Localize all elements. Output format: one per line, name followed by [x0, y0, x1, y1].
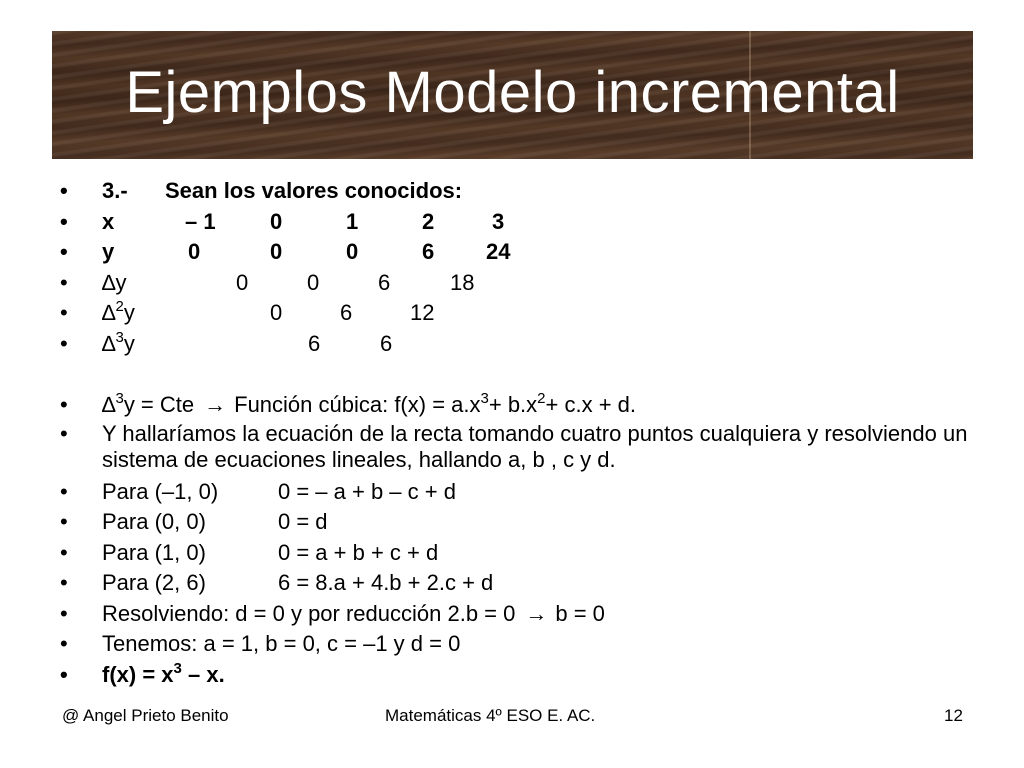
bullet-result	[60, 660, 980, 691]
bullet-x-row	[60, 207, 980, 238]
delta1-value: 0	[236, 269, 249, 295]
x-value: – 1	[185, 208, 216, 234]
bullet-resolving: • Resolviendo: d = 0 y por reducción 2.b = 0 → b = 0	[60, 599, 980, 630]
bullet-icon: •	[60, 509, 68, 534]
y-value: 0	[346, 239, 359, 264]
para-equation: 0 = a + b + c + d	[278, 539, 439, 565]
y-label: y	[102, 239, 115, 264]
para-point: Para (2, 6)	[102, 570, 206, 595]
bullet-list	[60, 176, 980, 690]
delta1-label: ∆y	[102, 269, 127, 295]
bullet-icon: •	[60, 600, 68, 626]
delta3-label: ∆$^3$y	[102, 328, 135, 356]
bullet-para3	[60, 538, 980, 569]
bullet-intro	[60, 176, 980, 207]
explain-text: Y hallaríamos la ecuación de la recta tomando cuatro puntos cualquiera y resolviendo un sistema de ecuaciones lineales, hallando a, b , c y d.	[102, 420, 968, 472]
delta2-label: ∆$^2$y	[102, 298, 135, 325]
delta-icon: ∆	[102, 269, 116, 295]
intro-text: Sean los valores conocidos:	[165, 178, 463, 203]
delta2-value: 0	[270, 300, 283, 325]
bullet-delta3-row	[60, 329, 980, 360]
bullet-icon: •	[60, 300, 68, 325]
footer-author: @ Angel Prieto Benito	[62, 706, 229, 725]
tenemos-text: Tenemos: a = 1, b = 0, c = –1 y d = 0	[102, 631, 461, 656]
para-equation: 0 = d	[278, 509, 328, 534]
para-point: Para (1, 0)	[102, 539, 206, 565]
y-value: 0	[270, 239, 283, 264]
bullet-delta2-row	[60, 298, 980, 329]
bullet-para4	[60, 568, 980, 599]
footer-page-number: 12	[944, 706, 963, 725]
x-label: x	[102, 208, 115, 234]
bullet-para1	[60, 477, 980, 508]
slide-title: Ejemplos Modelo incremental	[125, 60, 900, 125]
bullet-icon: •	[60, 478, 68, 504]
delta1-value: 6	[378, 269, 391, 295]
delta-icon: ∆	[102, 392, 116, 417]
y-value: 6	[422, 239, 435, 264]
y-value: 24	[486, 239, 511, 264]
delta-icon: ∆	[102, 330, 116, 356]
para-point: Para (–1, 0)	[102, 478, 219, 504]
para-point: Para (0, 0)	[102, 509, 206, 534]
bullet-icon: •	[60, 539, 68, 565]
delta-icon: ∆	[102, 300, 116, 325]
x-value: 2	[422, 208, 435, 234]
bullet-icon: •	[60, 392, 68, 417]
footer-course: Matemáticas 4º ESO E. AC.	[385, 706, 596, 725]
result-formula: $f(x) = x^3 - x$.	[102, 659, 225, 687]
bullet-icon: •	[60, 269, 68, 295]
para-equation: 0 = – a + b – c + d	[278, 478, 456, 504]
intro-number: 3.-	[102, 178, 128, 203]
x-value: 3	[492, 208, 505, 234]
delta2-value: 6	[340, 300, 353, 325]
delta3-value: 6	[308, 330, 321, 356]
para-equation: 6 = 8.a + 4.b + 2.c + d	[278, 570, 494, 595]
x-value: 0	[270, 208, 283, 234]
bullet-icon: •	[60, 239, 68, 264]
delta1-value: 18	[450, 269, 475, 295]
title-banner	[52, 31, 973, 159]
bullet-cubic: • ∆$^3$y = Cte → Función cúbica: $f(x) = a.x^3+ b.x^2+ c.x + d$.	[60, 390, 980, 421]
bullet-para2	[60, 507, 980, 538]
delta2-value: 12	[410, 300, 435, 325]
bullet-icon: •	[60, 631, 68, 656]
bullet-y-row	[60, 237, 980, 268]
bullet-explain	[60, 421, 980, 477]
bullet-icon: •	[60, 178, 68, 203]
bullet-tenemos	[60, 629, 980, 660]
bullet-icon: •	[60, 570, 68, 595]
bullet-icon: •	[60, 330, 68, 356]
bullet-icon: •	[60, 661, 68, 687]
x-value: 1	[346, 208, 359, 234]
delta1-value: 0	[307, 269, 320, 295]
bullet-icon: •	[60, 208, 68, 234]
delta3-value: 6	[380, 330, 393, 356]
bullet-delta1-row	[60, 268, 980, 299]
right-arrow-icon: →	[525, 600, 548, 626]
bullet-icon: •	[60, 420, 68, 446]
right-arrow-icon: →	[204, 392, 227, 417]
y-value: 0	[188, 239, 201, 264]
